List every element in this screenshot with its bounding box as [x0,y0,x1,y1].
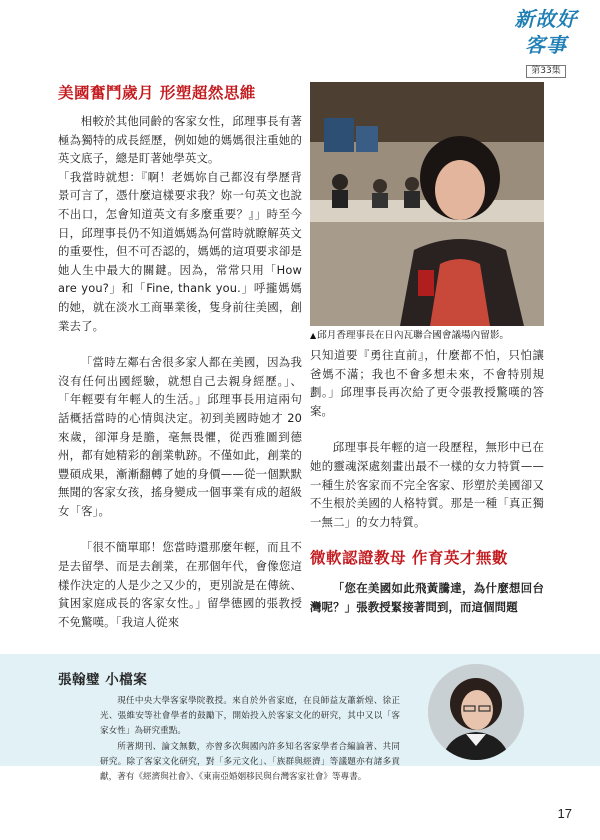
issue-badge: 第33集 [526,65,565,78]
paragraph-6: 邱理事長年輕的這一段歷程，無形中已在她的靈魂深處刻畫出最不一樣的女力特質——一種生於客家而不完全客家、形塑於美國卻又不生根於美國的人格特質。那是一種「真正獨一無二」的女力特質。 [310,440,544,529]
left-column [58,82,302,631]
profile-paragraph-2: 所著期刊、論文無數，亦曾多次與國內許多知名客家學者合編論著、共同研究。除了客家文化研究，對「多元文化」、「族群與經濟」等議題亦有諸多貢獻，著有《經濟與社會》、《東南亞婚姻移民與台灣客家社會》等專書。 [100,741,400,783]
paragraph-1: 相較於其他同齡的客家女性，邱理事長有著極為獨特的成長經歷，例如她的媽媽很注重她的英文底子，總是盯著她學英文。 [58,114,302,166]
paragraph-4: 「很不簡單耶！您當時還那麼年輕，而且不是去留學、而是去創業，在那個年代，會像您這樣作決定的人是少之又少的，更別說是在傳統、貧困家庭成長的客家女性。」留學德國的張教授不免驚嘆。「我這人從來 [58,540,302,629]
right-column [310,82,544,617]
page-number: 17 [557,806,572,821]
paragraph-3: 「當時左鄰右舍很多家人都在美國，因為我沒有任何出國經驗，就想自己去親身經歷。」、「年輕要有年輕人的生活。」邱理事長用這兩句話概括當時的心情與決定。初到美國時她才 20 來歲，卻渾身是膽，毫無畏懼，從西雅圖到德州，都有她精彩的創業軌跡。不僅如此，創業的豐碩成果，漸漸翻轉了她的身價——從一個默默無聞的客家女孩，搖身變成一個事業有成的超級女「客」。 [58,355,302,518]
section-title-microsoft: 微軟認證教母 作育英才無數 [310,549,508,568]
portrait-photo [428,664,524,760]
caption-triangle-icon: ▲ [310,331,317,340]
paragraph-2: 「我當時就想：『啊！老媽妳自己都沒有學歷背景可言了，憑什麼這樣要求我？妳一句英文也說不出口，怎會知道英文有多麼重要？』」時至今日，邱理事長仍不知道媽媽為何當時就瞭解英文的重要性，但不可否認的，媽媽的這項要求卻是她人生中最大的關鍵。因為，常常只用「How are you?」和「Fine, thank you.」呼攏媽媽的她，就在淡水工商畢業後，隻身前往美國，創業去了。 [58,169,302,333]
photo-caption [310,329,544,342]
profile-title: 張翰璧 小檔案 [58,672,148,688]
profile-text [100,694,400,785]
photo-geneva-un [310,82,544,326]
magazine-logo: 新故好客事 [514,7,578,57]
paragraph-7: 「您在美國如此飛黃騰達，為什麼想回台灣呢？」張教授緊接著問到，而這個問題 [310,581,544,614]
portrait-illustration [428,664,524,760]
paragraph-5: 只知道要『勇往直前』，什麼都不怕，只怕讓爸媽不滿；我也不會多想未來，不會特別規劃。」邱理事長再次給了更令張教授驚嘆的答案。 [310,348,544,418]
profile-paragraph-1: 現任中央大學客家學院教授。來自於外省家庭，在良師益友蕭新煌、徐正光、張維安等社會學者的鼓勵下，開始投入於客家文化的研究，其中又以「客家女性」為研究重點。 [100,696,400,737]
masthead [506,6,586,78]
section-title-us-years: 美國奮鬥歲月 形塑超然思維 [58,84,256,102]
photo-caption-text: 邱月香理事長在日內瓦聯合國會議場內留影。 [317,330,510,341]
photo-illustration [310,82,544,326]
